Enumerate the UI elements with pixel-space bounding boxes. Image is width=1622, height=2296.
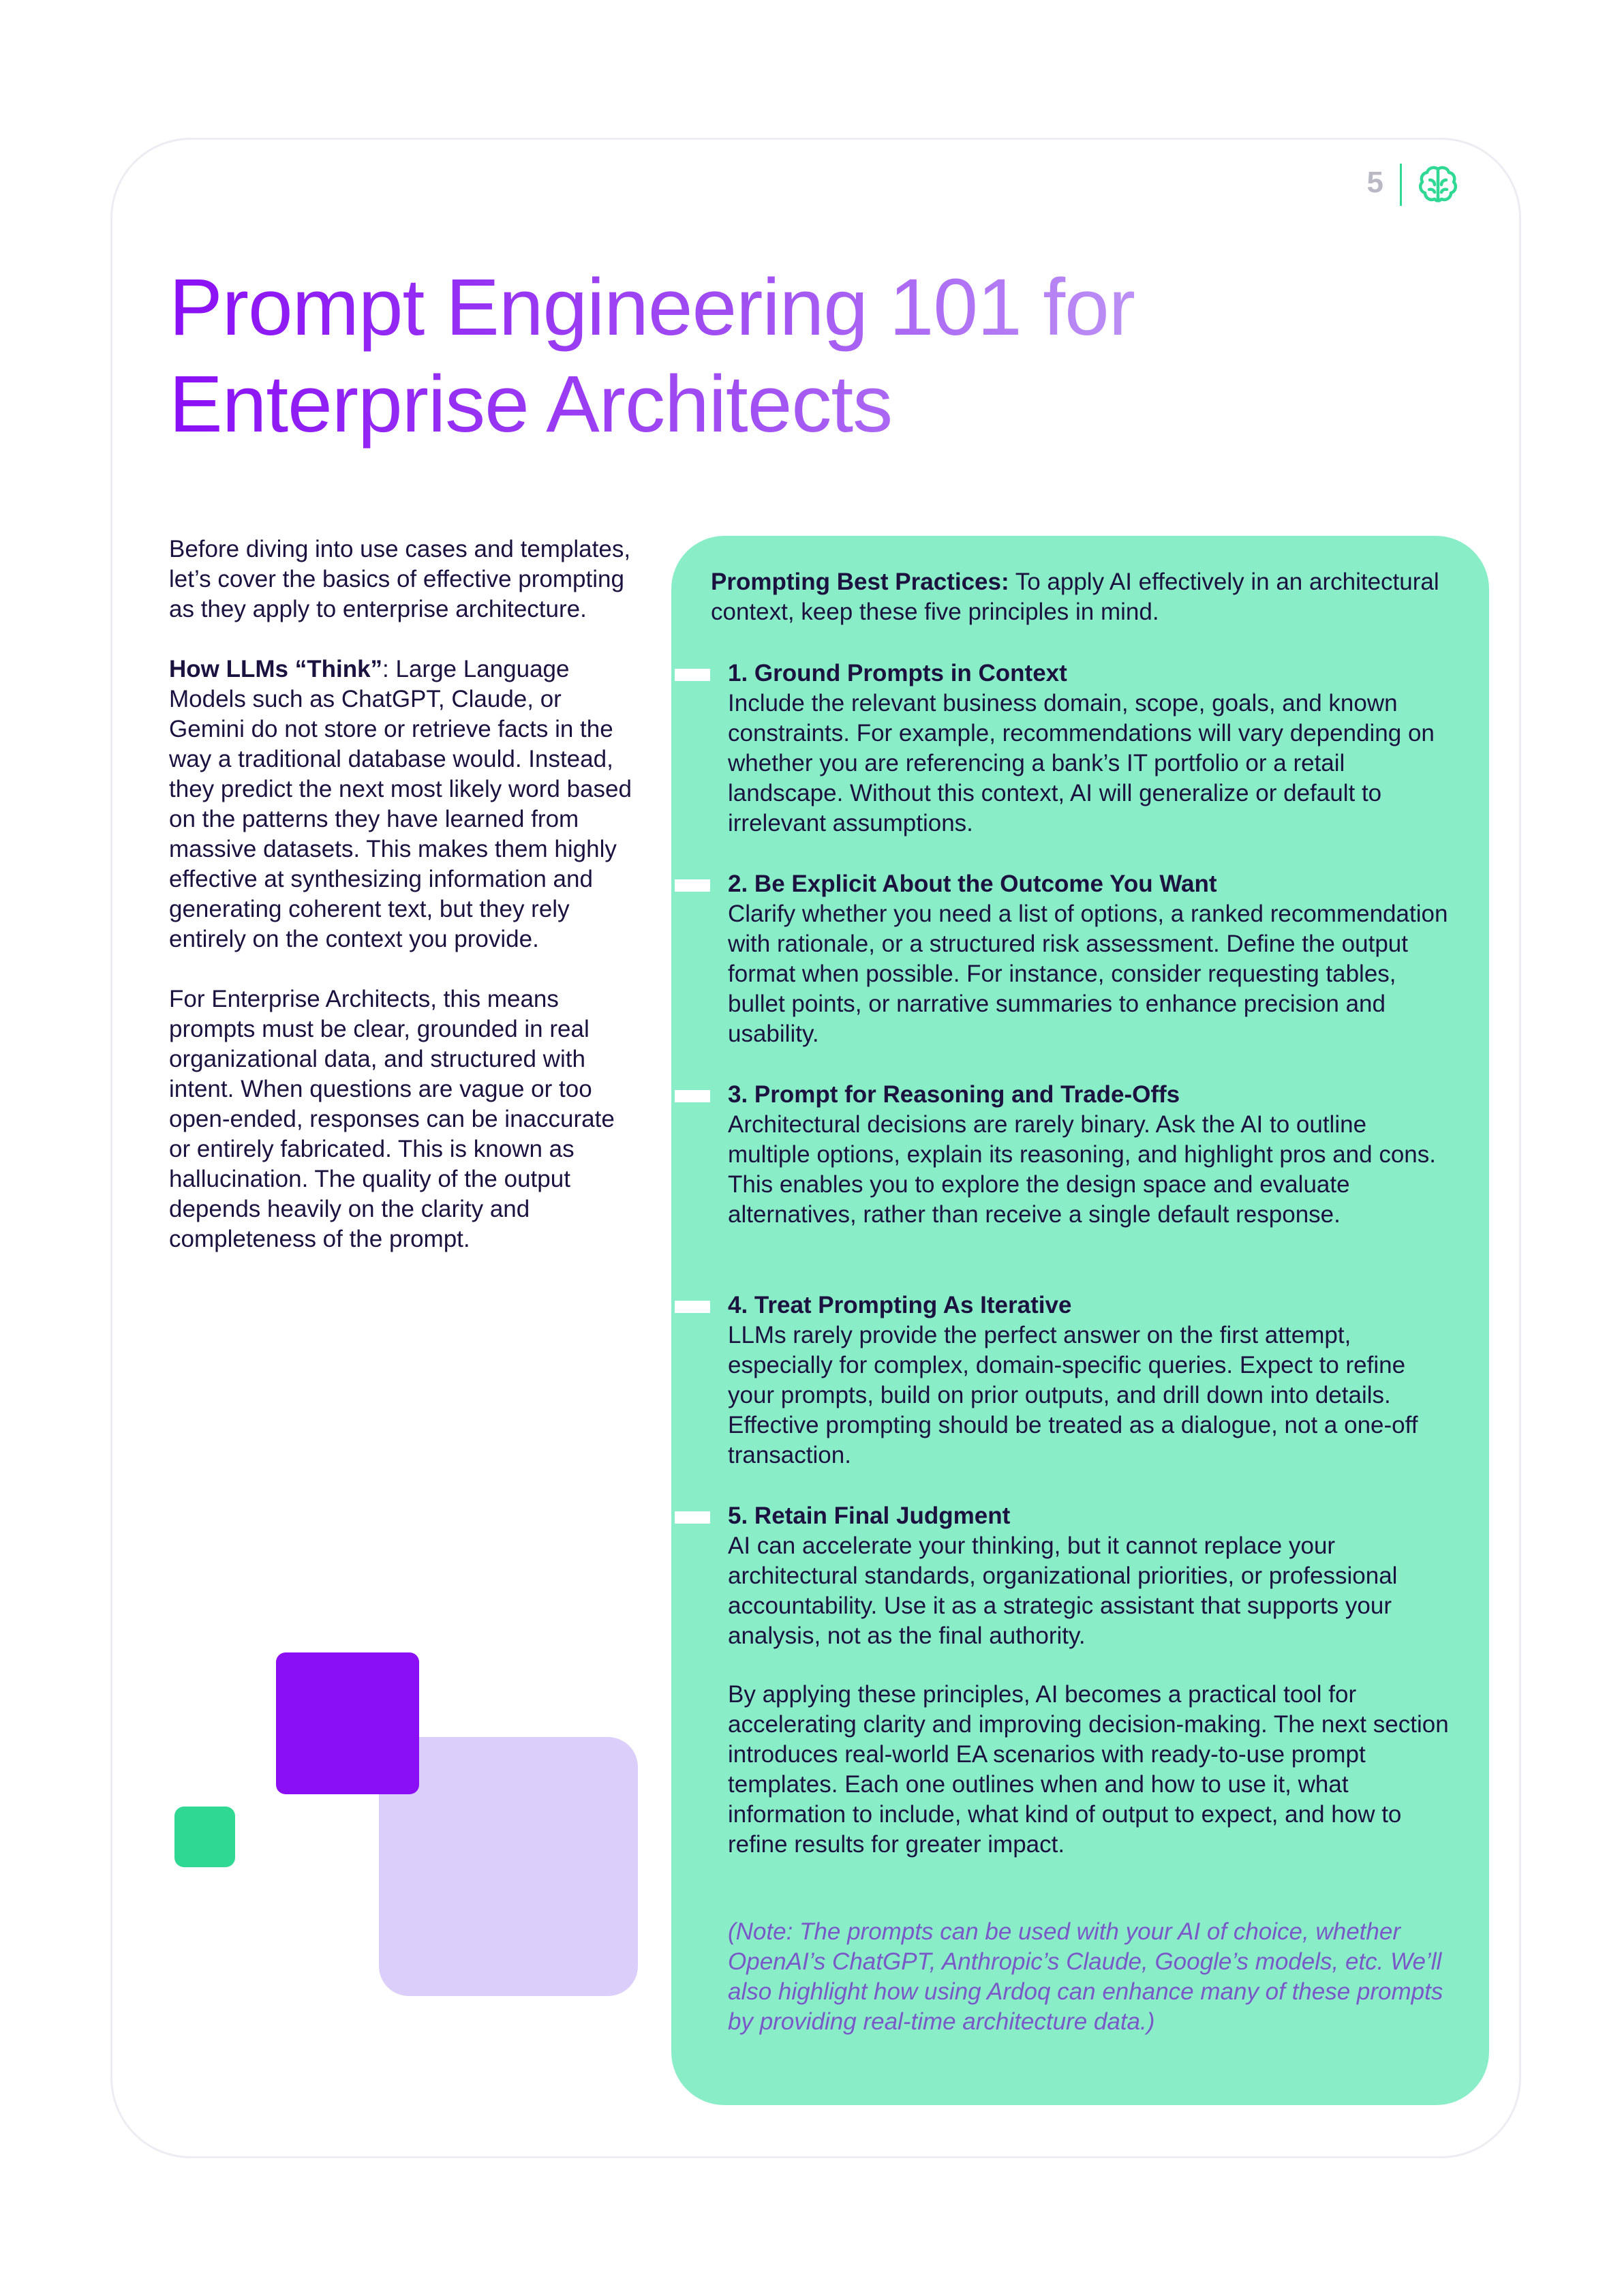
best-practices-intro [711, 567, 1454, 627]
page-number-divider [1400, 164, 1402, 206]
principle-5 [728, 1501, 1450, 1651]
principle-3 [728, 1080, 1450, 1230]
llm-paragraph [169, 654, 632, 954]
principle-heading: 4. Treat Prompting As Iterative [728, 1292, 1072, 1318]
principle-marker-2 [675, 879, 710, 892]
principle-body: Include the relevant business domain, scope, goals, and known constraints. For example, recommendations will vary depending on whether you are referencing a bank’s IT portfolio or a retail landscape. Without this context, AI will generalize or default to irrelevant assumptions. [728, 690, 1435, 836]
principle-1 [728, 659, 1450, 839]
decorative-square-purple [276, 1652, 419, 1794]
ea-paragraph: For Enterprise Architects, this means prompts must be clear, grounded in real organizational data, and structured with intent. When questions are vague or too open-ended, responses can be inaccurate or entirely fabricated. This is known as hallucination. The quality of the output depends heavily on the clarity and completeness of the prompt. [169, 986, 615, 1252]
intro-paragraph: Before diving into use cases and templates, let’s cover the basics of effective prompting as they apply to enterprise architecture. [169, 536, 631, 622]
llm-heading: How LLMs “Think” [169, 656, 383, 682]
page-number: 5 [1366, 166, 1383, 199]
principle-heading: 1. Ground Prompts in Context [728, 660, 1067, 686]
note-paragraph: (Note: The prompts can be used with your AI of choice, whether OpenAI’s ChatGPT, Anthropic’s Claude, Google’s models, etc. We’ll also highlight how using Ardoq can enhance many of these prompts by providing real-time architecture data.) [728, 1918, 1443, 2035]
llm-text: : Large Language Models such as ChatGPT, Claude, or Gemini do not store or retrieve facts in the way a traditional database would. Instead, they predict the next most likely word based on the patterns they have learned from massive datasets. This makes them highly effective at synthesizing information and generating coherent text, but they rely entirely on the context you provide. [169, 656, 632, 952]
page-title-line-2: Enterprise Architects [169, 359, 893, 449]
principle-heading: 3. Prompt for Reasoning and Trade-Offs [728, 1081, 1180, 1108]
left-column [169, 534, 632, 1284]
principle-heading: 2. Be Explicit About the Outcome You Want [728, 871, 1217, 897]
principle-heading: 5. Retain Final Judgment [728, 1502, 1011, 1529]
page-title-line-1: Prompt Engineering 101 for [169, 262, 1135, 352]
principle-marker-5 [675, 1511, 710, 1524]
principle-body: Clarify whether you need a list of options, a ranked recommendation with rationale, or a structured risk assessment. Define the output format when possible. For instance, consider requesting tables, bullet points, or narrative summaries to enhance precision and usability. [728, 901, 1448, 1047]
page-title [169, 259, 1328, 453]
principle-marker-4 [675, 1301, 710, 1313]
best-practices-intro-text: To apply AI effectively in an architectural context, keep these five principles in mind. [711, 569, 1439, 625]
principle-marker-1 [675, 669, 710, 681]
principle-body: LLMs rarely provide the perfect answer on the first attempt, especially for complex, domain-specific queries. Expect to refine your prompts, build on prior outputs, and drill down into details. Effective prompting should be treated as a dialogue, not a one-off transaction. [728, 1322, 1418, 1468]
decorative-square-green [174, 1807, 235, 1867]
closing-paragraph: By applying these principles, AI becomes a practical tool for accelerating clarity and improving decision-making. The next section introduces real-world EA scenarios with ready-to-use prompt templates. Each one outlines when and how to use it, what information to include, what kind of output to expect, and how to refine results for greater impact. [728, 1681, 1449, 1858]
principle-marker-3 [675, 1090, 710, 1102]
principle-body: AI can accelerate your thinking, but it cannot replace your architectural standards, organizational priorities, or professional accountability. Use it as a strategic assistant that supports your analysis, not as the final authority. [728, 1532, 1398, 1649]
principle-4 [728, 1290, 1450, 1470]
principle-body: Architectural decisions are rarely binary. Ask the AI to outline multiple options, explain its reasoning, and highlight pros and cons. This enables you to explore the design space and evaluate alternatives, rather than receive a single default response. [728, 1111, 1436, 1228]
brain-icon [1416, 162, 1460, 206]
best-practices-heading: Prompting Best Practices: [711, 569, 1009, 595]
principle-2 [728, 869, 1450, 1049]
